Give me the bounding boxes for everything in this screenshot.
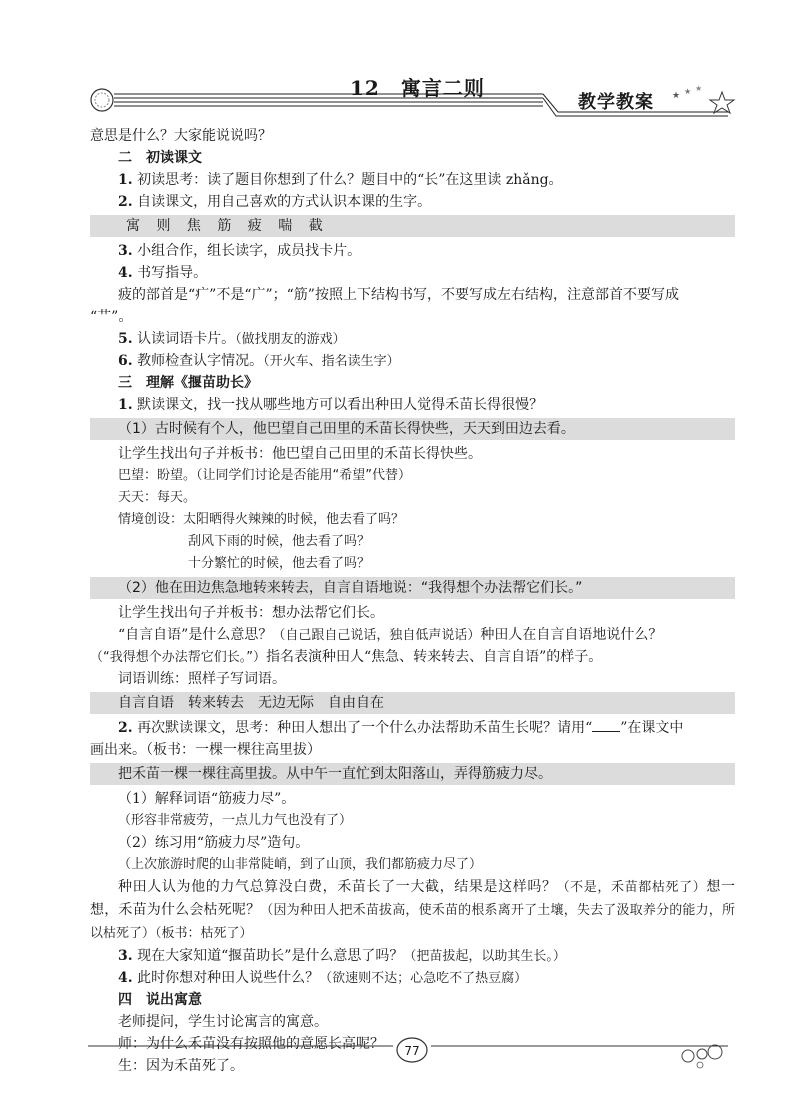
step-line <box>90 945 735 967</box>
step-line <box>90 717 735 739</box>
step-number: 1. <box>118 397 133 413</box>
note-text: （开火车、指名读生字） <box>263 354 400 369</box>
highlight-box: 寓 则 焦 筋 疲 喘 截 <box>90 215 735 237</box>
page-title: 12 寓言二则 <box>350 76 485 100</box>
note-text: （不是，禾苗都枯死了） <box>556 880 707 895</box>
note-line: 情境创设：太阳晒得火辣辣的时候，他去看了吗？ <box>118 512 405 527</box>
highlight-box: 把禾苗一棵一棵往高里拔。从中午一直忙到太阳落山，弄得筋疲力尽。 <box>90 763 735 785</box>
text-line <box>90 624 735 646</box>
note-text: （把苗拔起，以助其生长。） <box>403 949 566 964</box>
note-text: （自己跟自己说话，独自低声说话） <box>272 628 481 643</box>
step-number: 2. <box>118 194 133 210</box>
text-segment: 想一想，禾苗为什么会枯死呢？ <box>90 879 735 918</box>
section-label: 教学教案 <box>578 92 654 113</box>
step-line <box>90 350 735 372</box>
step-line <box>90 169 735 191</box>
step-text: 小组合作，组长读字，成员找卡片。 <box>132 243 362 259</box>
step-number: 6. <box>118 353 133 369</box>
step-number: 4. <box>118 265 133 281</box>
page-footer <box>88 1034 738 1074</box>
step-line <box>90 240 735 262</box>
text-segment: 指名表演种田人“焦急、转来转去、自言自语”的样子。 <box>265 649 603 665</box>
note-line: 天天：每天。 <box>118 490 197 505</box>
note-line: （上次旅游时爬的山非常陡峭，到了山顶，我们都筋疲力尽了） <box>118 857 483 872</box>
step-line <box>90 262 735 284</box>
text-line: 师：为什么禾苗没有按照他的意愿长高呢？ <box>118 1036 384 1052</box>
lesson-content <box>90 125 735 1077</box>
text-line: 疲的部首是“疒”不是“广”；“筋”按照上下结构书写，不要写成左右结构，注意部首不要写成 <box>118 287 679 303</box>
note-line: 十分繁忙的时候，他去看了吗？ <box>188 556 371 571</box>
note-line: 巴望：盼望。（让同学们讨论是否能用“希望”代替） <box>118 468 411 483</box>
step-text: 认读词语卡片。 <box>132 331 236 347</box>
step-text: 此时你想对种田人说些什么？ <box>132 970 320 986</box>
note-text: （因为种田人把禾苗拔高，使禾苗的根系离开了土壤，失去了汲取养分的能力，所以枯死了） <box>90 903 735 941</box>
section-heading-3: 三 理解《揠苗助长》 <box>118 375 258 391</box>
text-line: （1）解释词语“筋疲力尽”。 <box>118 791 296 807</box>
step-number: 3. <box>118 948 133 964</box>
section-heading-2: 二 初读课文 <box>118 150 202 166</box>
text-line: “艹”。 <box>90 309 133 325</box>
section-heading-4: 四 说出寓意 <box>118 992 202 1008</box>
text-line <box>90 646 735 668</box>
text-segment: 种田人认为他的力气总算没白费，禾苗长了一大截，结果是这样吗？ <box>118 879 557 895</box>
text-line: （2）练习用“筋疲力尽”造句。 <box>118 835 310 851</box>
step-number: 5. <box>118 331 133 347</box>
text-line: 让学生找出句子并板书：他巴望自己田里的禾苗长得快些。 <box>118 446 482 462</box>
page-header <box>88 72 748 122</box>
text-line: 让学生找出句子并板书：想办法帮它们长。 <box>118 605 384 621</box>
note-line: （形容非常疲劳，一点儿力气也没有了） <box>118 813 353 828</box>
step-text: 书写指导。 <box>132 265 208 281</box>
step-line <box>90 967 735 989</box>
step-text: 初读思考：读了题目你想到了什么？题目中的“长”在这里读 zhǎng。 <box>132 172 563 188</box>
text-line: 画出来。（板书：一棵一棵往高里拔） <box>90 742 321 758</box>
step-line <box>90 328 735 350</box>
highlight-box: 自言自语 转来转去 无边无际 自由自在 <box>90 692 735 714</box>
underline-blank <box>592 718 620 732</box>
step-number: 4. <box>118 970 133 986</box>
highlight-box: （1）古时候有个人，他巴望自己田里的禾苗长得快些，天天到田边去看。 <box>90 418 735 440</box>
step-text: 默读课文，找一找从哪些地方可以看出种田人觉得禾苗长得很慢？ <box>132 397 544 413</box>
note-text: （欲速则不达；心急吃不了热豆腐） <box>319 971 528 986</box>
svg-text:★: ★ <box>695 84 703 93</box>
paragraph <box>90 876 735 945</box>
highlight-box: （2）他在田边焦急地转来转去，自言自语地说：“我得想个办法帮它们长。” <box>90 577 735 599</box>
svg-text:★: ★ <box>684 87 692 96</box>
text-line: 意思是什么？大家能说说吗？ <box>90 128 272 144</box>
note-text: （“我得想个办法帮它们长。”） <box>90 650 266 665</box>
step-text: ”在课文中 <box>620 720 684 736</box>
step-text: 再次默读课文，思考：种田人想出了一个什么办法帮助禾苗生长呢？请用“ <box>132 720 593 736</box>
step-line <box>90 394 735 416</box>
text-segment: 种田人在自言自语地说什么？ <box>480 627 663 643</box>
step-text: 自读课文，用自己喜欢的方式认识本课的生字。 <box>132 194 432 210</box>
note-line: 刮风下雨的时候，他去看了吗？ <box>188 534 371 549</box>
text-segment: “自言自语”是什么意思？ <box>118 627 273 643</box>
step-text: 教师检查认字情况。 <box>132 353 264 369</box>
step-text: 现在大家知道“揠苗助长”是什么意思了吗？ <box>132 948 404 964</box>
step-number: 1. <box>118 172 133 188</box>
note-text: （板书：枯死了） <box>155 926 253 941</box>
text-line: 生：因为禾苗死了。 <box>118 1058 244 1074</box>
svg-text:★: ★ <box>672 91 681 101</box>
step-number: 3. <box>118 243 133 259</box>
step-number: 2. <box>118 720 133 736</box>
text-line: 老师提问，学生讨论寓言的寓意。 <box>118 1014 328 1030</box>
page-number: 77 <box>404 1044 420 1058</box>
step-line <box>90 191 735 213</box>
note-text: （做找朋友的游戏） <box>235 332 346 347</box>
text-line: 词语训练：照样子写词语。 <box>118 671 286 687</box>
